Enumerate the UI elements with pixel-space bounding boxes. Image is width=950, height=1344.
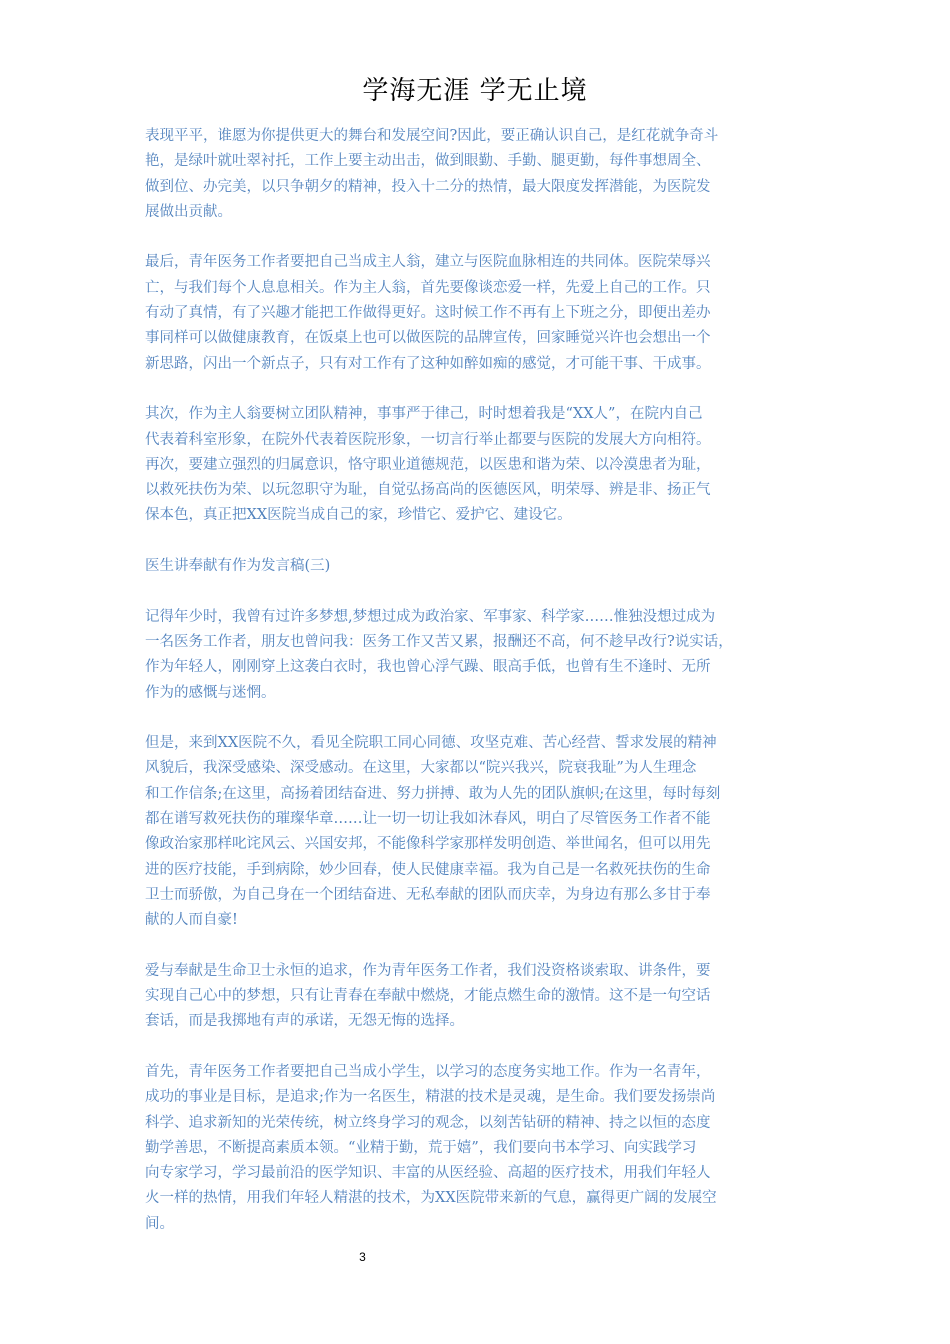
text-line: 火一样的热情，用我们年轻人精湛的技术，为XX医院带来新的气息，赢得更广阔的发展空 xyxy=(145,1190,717,1207)
paragraph xyxy=(145,250,810,376)
text-line: 风貌后，我深受感染、深受感动。在这里，大家都以“院兴我兴，院衰我耻”为人生理念 xyxy=(145,760,697,777)
text-line: 事同样可以做健康教育，在饭桌上也可以做医院的品牌宣传，回家睡觉兴许也会想出一个 xyxy=(145,330,711,347)
text-line: 成功的事业是目标，是追求;作为一名医生，精湛的技术是灵魂，是生命。我们要发扬崇尚 xyxy=(145,1089,716,1106)
text-line: 作为年轻人，刚刚穿上这袭白衣时，我也曾心浮气躁、眼高手低，也曾有生不逢时、无所 xyxy=(145,659,711,676)
text-line: 向专家学习，学习最前沿的医学知识、丰富的从医经验、高超的医疗技术，用我们年轻人 xyxy=(145,1165,711,1182)
text-line: 新思路，闪出一个新点子，只有对工作有了这种如醉如痴的感觉，才可能干事、干成事。 xyxy=(145,355,711,372)
text-line: 套话，而是我掷地有声的承诺，无怨无悔的选择。 xyxy=(145,1013,464,1030)
text-line: 都在谱写救死扶伤的璀璨华章……让一切一切让我如沐春风，明白了尽管医务工作者不能 xyxy=(145,811,711,828)
text-line: 保本色，真正把XX医院当成自己的家，珍惜它、爱护它、建设它。 xyxy=(145,507,572,524)
text-line: 作为的感慨与迷惘。 xyxy=(145,684,276,701)
text-line: 爱与奉献是生命卫士永恒的追求，作为青年医务工作者，我们没资格谈索取、讲条件，要 xyxy=(145,962,711,979)
text-line: 首先，青年医务工作者要把自己当成小学生，以学习的态度务实地工作。作为一名青年， xyxy=(145,1063,711,1080)
page-title: 学海无涯 学无止境 xyxy=(362,76,588,106)
text-line: 艳，是绿叶就吐翠衬托，工作上要主动出击，做到眼勤、手勤、腿更勤，每件事想周全、 xyxy=(145,153,711,170)
text-line: 记得年少时，我曾有过许多梦想,梦想过成为政治家、军事家、科学家……惟独没想过成为 xyxy=(145,608,716,625)
text-line: 其次，作为主人翁要树立团队精神，事事严于律己，时时想着我是“XX人”，在院内自己 xyxy=(145,406,703,423)
paragraph xyxy=(145,124,810,225)
paragraph xyxy=(145,1060,810,1237)
text-line: 但是，来到XX医院不久，看见全院职工同心同德、攻坚克难、苦心经营、誓求发展的精神 xyxy=(145,735,717,752)
text-line: 间。 xyxy=(145,1215,174,1232)
text-line: 进的医疗技能，手到病除，妙少回春，使人民健康幸福。我为自己是一名救死扶伤的生命 xyxy=(145,861,711,878)
text-line: 一名医务工作者，朋友也曾问我：医务工作又苦又累，报酬还不高，何不趁早改行?说实话， xyxy=(145,633,733,650)
text-line: 展做出贡献。 xyxy=(145,203,232,220)
document-body xyxy=(145,124,810,1262)
paragraph xyxy=(145,605,810,706)
paragraph xyxy=(145,554,810,579)
text-line: 再次，要建立强烈的归属意识，恪守职业道德规范，以医患和谐为荣、以冷漠患者为耻， xyxy=(145,456,711,473)
text-line: 和工作信条;在这里，高扬着团结奋进、努力拼搏、敢为人先的团队旗帜;在这里，每时每刻 xyxy=(145,785,721,802)
text-line: 以救死扶伤为荣、以玩忽职守为耻，自觉弘扬高尚的医德医风，明荣辱、辨是非、扬正气 xyxy=(145,482,711,499)
paragraph xyxy=(145,959,810,1035)
text-line: 做到位、办完美，以只争朝夕的精神，投入十二分的热情，最大限度发挥潜能，为医院发 xyxy=(145,178,711,195)
text-line: 亡，与我们每个人息息相关。作为主人翁，首先要像谈恋爱一样，先爱上自己的工作。只 xyxy=(145,279,711,296)
text-line: 医生讲奉献有作为发言稿(三) xyxy=(145,558,331,575)
text-line: 有动了真情，有了兴趣才能把工作做得更好。这时候工作不再有上下班之分，即便出差办 xyxy=(145,305,711,322)
paragraph xyxy=(145,402,810,528)
text-line: 像政治家那样叱诧风云、兴国安邦，不能像科学家那样发明创造、举世闻名，但可以用先 xyxy=(145,836,711,853)
text-line: 卫士而骄傲，为自己身在一个团结奋进、无私奉献的团队而庆幸，为身边有那么多甘于奉 xyxy=(145,886,711,903)
text-line: 勤学善思，不断提高素质本领。“业精于勤，荒于嬉”，我们要向书本学习、向实践学习 xyxy=(145,1139,697,1156)
text-line: 实现自己心中的梦想，只有让青春在奉献中燃烧，才能点燃生命的激情。这不是一句空话 xyxy=(145,988,711,1005)
text-line: 献的人而自豪! xyxy=(145,912,238,929)
text-line: 表现平平，谁愿为你提供更大的舞台和发展空间?因此，要正确认识自己，是红花就争奇斗 xyxy=(145,128,719,144)
paragraph xyxy=(145,731,810,933)
text-line: 科学、追求新知的光荣传统，树立终身学习的观念，以刻苦钻研的精神、持之以恒的态度 xyxy=(145,1114,711,1131)
text-line: 代表着科室形象，在院外代表着医院形象，一切言行举止都要与医院的发展大方向相符。 xyxy=(145,431,711,448)
text-line: 最后，青年医务工作者要把自己当成主人翁，建立与医院血脉相连的共同体。医院荣辱兴 xyxy=(145,254,711,271)
page-number: 3 xyxy=(359,1250,366,1264)
